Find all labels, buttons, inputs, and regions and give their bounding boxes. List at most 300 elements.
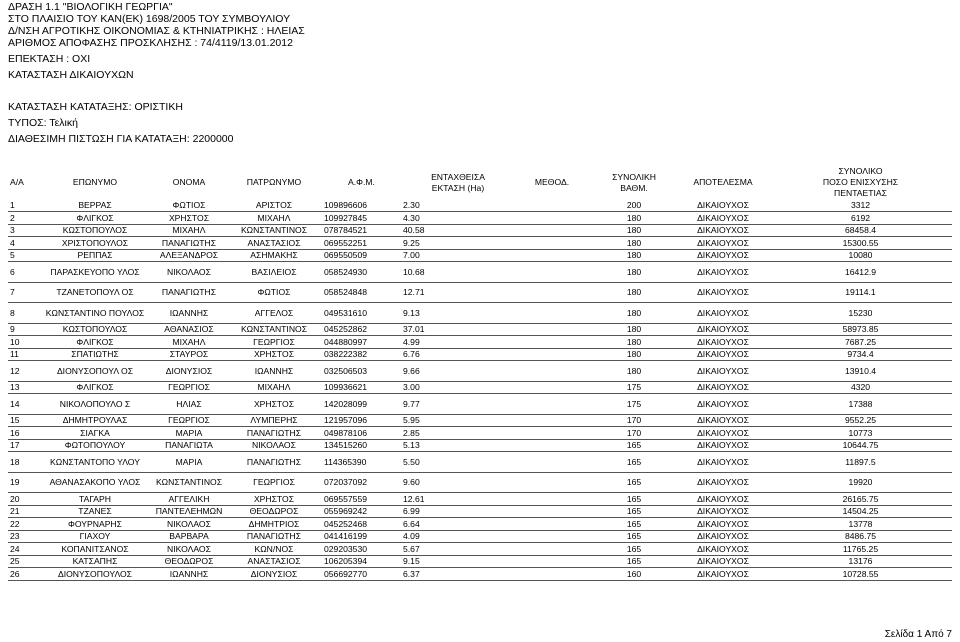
cell-father: ΑΓΓΕΛΟΣ [228,303,320,324]
cell-method [513,394,591,415]
cell-father: ΧΡΗΣΤΟΣ [228,493,320,506]
cell-name: ΙΩΑΝΝΗΣ [150,568,228,581]
page-number: Σελίδα 1 Από 7 [884,629,952,640]
cell-score: 180 [591,282,677,303]
table-row [8,414,952,427]
cell-amount: 8486.75 [769,530,952,543]
cell-name: ΠΑΝΑΓΙΩΤΑ [150,439,228,452]
cell-afm: 045252862 [320,323,403,336]
col-header-afm: Α.Φ.Μ. [348,177,375,187]
cell-afm: 069550509 [320,249,403,262]
table-row [8,212,952,225]
cell-score: 165 [591,493,677,506]
cell-surname: ΔΙΟΝΥΣΟΠΟΥΛ ΟΣ [40,361,150,382]
cell-area: 5.50 [403,452,513,473]
cell-afm: 121957096 [320,414,403,427]
cell-afm: 109896606 [320,199,403,212]
cell-area: 2.85 [403,427,513,440]
cell-afm: 078784521 [320,224,403,237]
cell-area: 10.68 [403,262,513,283]
cell-aa: 25 [8,555,40,568]
cell-amount: 15230 [769,303,952,324]
status-line: ΔΙΑΘΕΣΙΜΗ ΠΙΣΤΩΣΗ ΓΙΑ ΚΑΤΑΤΑΞΗ: 2200000 [8,133,234,145]
cell-surname: ΧΡΙΣΤΟΠΟΥΛΟΣ [40,237,150,250]
table-header [8,166,952,199]
cell-name: ΚΩΝΣΤΑΝΤΙΝΟΣ [150,472,228,493]
table-row [8,427,952,440]
cell-score: 180 [591,237,677,250]
cell-area: 4.99 [403,336,513,349]
table-row [8,505,952,518]
cell-afm: 056692770 [320,568,403,581]
cell-result: ΔΙΚΑΙΟΥΧΟΣ [677,348,769,361]
col-header-aa: Α/Α [10,177,24,187]
cell-surname: ΚΩΝΣΤΑΝΤΟΠΟ ΥΛΟΥ [40,452,150,473]
cell-name: ΓΕΩΡΓΙΟΣ [150,381,228,394]
header-line: ΕΠΕΚΤΑΣΗ : ΟΧΙ [8,53,91,65]
cell-amount: 13176 [769,555,952,568]
cell-name: ΜΑΡΙΑ [150,452,228,473]
cell-afm: 058524848 [320,282,403,303]
cell-result: ΔΙΚΑΙΟΥΧΟΣ [677,543,769,556]
cell-method [513,568,591,581]
cell-result: ΔΙΚΑΙΟΥΧΟΣ [677,439,769,452]
cell-father: ΝΙΚΟΛΑΟΣ [228,439,320,452]
table-row [8,249,952,262]
cell-method [513,323,591,336]
cell-aa: 2 [8,212,40,225]
cell-amount: 6192 [769,212,952,225]
cell-score: 180 [591,348,677,361]
header-line: ΔΡΑΣΗ 1.1 "ΒΙΟΛΟΓΙΚΗ ΓΕΩΡΓΙΑ" [8,1,173,13]
cell-father: ΠΑΝΑΓΙΩΤΗΣ [228,452,320,473]
cell-name: ΔΙΟΝΥΣΙΟΣ [150,361,228,382]
cell-father: ΓΕΩΡΓΙΟΣ [228,472,320,493]
col-header-father: ΠΑΤΡΩΝΥΜΟ [246,177,302,187]
cell-surname: ΚΩΣΤΟΠΟΥΛΟΣ [40,323,150,336]
cell-name: ΜΙΧΑΗΛ [150,336,228,349]
cell-name: ΓΕΩΡΓΙΟΣ [150,414,228,427]
cell-name: ΠΑΝΑΓΙΩΤΗΣ [150,237,228,250]
cell-area: 6.64 [403,518,513,531]
cell-surname: ΒΕΡΡΑΣ [40,199,150,212]
cell-surname: ΦΛΙΓΚΟΣ [40,381,150,394]
cell-area: 9.60 [403,472,513,493]
cell-amount: 4320 [769,381,952,394]
table-row [8,224,952,237]
cell-aa: 15 [8,414,40,427]
cell-area: 5.13 [403,439,513,452]
cell-method [513,414,591,427]
cell-name: ΑΘΑΝΑΣΙΟΣ [150,323,228,336]
cell-aa: 13 [8,381,40,394]
cell-name: ΧΡΗΣΤΟΣ [150,212,228,225]
cell-result: ΔΙΚΑΙΟΥΧΟΣ [677,212,769,225]
cell-name: ΒΑΡΒΑΡΑ [150,530,228,543]
cell-method [513,212,591,225]
cell-afm: 069557559 [320,493,403,506]
table-row [8,336,952,349]
cell-result: ΔΙΚΑΙΟΥΧΟΣ [677,493,769,506]
cell-area: 40.58 [403,224,513,237]
cell-result: ΔΙΚΑΙΟΥΧΟΣ [677,555,769,568]
cell-afm: 058524930 [320,262,403,283]
cell-method [513,237,591,250]
cell-afm: 038222382 [320,348,403,361]
status-line: ΚΑΤΑΣΤΑΣΗ ΚΑΤΑΤΑΞΗΣ: ΟΡΙΣΤΙΚΗ [8,101,183,113]
header-line: ΚΑΤΑΣΤΑΣΗ ΔΙΚΑΙΟΥΧΩΝ [8,69,134,81]
cell-area: 5.95 [403,414,513,427]
cell-amount: 26165.75 [769,493,952,506]
cell-score: 170 [591,414,677,427]
cell-afm: 049531610 [320,303,403,324]
cell-result: ΔΙΚΑΙΟΥΧΟΣ [677,472,769,493]
cell-area: 6.37 [403,568,513,581]
table-row [8,381,952,394]
cell-aa: 8 [8,303,40,324]
cell-area: 2.30 [403,199,513,212]
cell-area: 12.61 [403,493,513,506]
col-header-area: ΕΝΤΑΧΘΕΙΣΑ ΕΚΤΑΣΗ (Ha) [431,171,485,193]
cell-surname: ΦΛΙΓΚΟΣ [40,336,150,349]
cell-method [513,543,591,556]
header-line: Δ/ΝΣΗ ΑΓΡΟΤΙΚΗΣ ΟΙΚΟΝΟΜΙΑΣ & ΚΤΗΝΙΑΤΡΙΚΗΣ : ΗΛΕΙΑΣ [8,25,305,37]
cell-amount: 68458.4 [769,224,952,237]
cell-score: 180 [591,262,677,283]
cell-afm: 041416199 [320,530,403,543]
cell-score: 180 [591,224,677,237]
cell-surname: ΚΩΝΣΤΑΝΤΙΝΟ ΠΟΥΛΟΣ [40,303,150,324]
beneficiaries-table [8,166,952,581]
cell-father: ΘΕΟΔΩΡΟΣ [228,505,320,518]
cell-method [513,555,591,568]
cell-amount: 15300.55 [769,237,952,250]
cell-father: ΧΡΗΣΤΟΣ [228,348,320,361]
cell-result: ΔΙΚΑΙΟΥΧΟΣ [677,505,769,518]
cell-amount: 19114.1 [769,282,952,303]
cell-result: ΔΙΚΑΙΟΥΧΟΣ [677,452,769,473]
cell-father: ΠΑΝΑΓΙΩΤΗΣ [228,530,320,543]
cell-score: 175 [591,381,677,394]
table-row [8,199,952,212]
cell-aa: 11 [8,348,40,361]
cell-result: ΔΙΚΑΙΟΥΧΟΣ [677,568,769,581]
cell-name: ΣΤΑΥΡΟΣ [150,348,228,361]
cell-surname: ΑΘΑΝΑΣΑΚΟΠΟ ΥΛΟΣ [40,472,150,493]
cell-afm: 049878106 [320,427,403,440]
cell-result: ΔΙΚΑΙΟΥΧΟΣ [677,199,769,212]
cell-result: ΔΙΚΑΙΟΥΧΟΣ [677,518,769,531]
cell-result: ΔΙΚΑΙΟΥΧΟΣ [677,249,769,262]
cell-method [513,518,591,531]
cell-aa: 3 [8,224,40,237]
cell-father: ΠΑΝΑΓΙΩΤΗΣ [228,427,320,440]
cell-score: 180 [591,336,677,349]
cell-afm: 106205394 [320,555,403,568]
table-row [8,439,952,452]
cell-name: ΑΛΕΞΑΝΔΡΟΣ [150,249,228,262]
cell-result: ΔΙΚΑΙΟΥΧΟΣ [677,237,769,250]
cell-name: ΝΙΚΟΛΑΟΣ [150,518,228,531]
cell-father: ΑΝΑΣΤΑΣΙΟΣ [228,555,320,568]
cell-amount: 16412.9 [769,262,952,283]
cell-surname: ΦΟΥΡΝΑΡΗΣ [40,518,150,531]
cell-afm: 072037092 [320,472,403,493]
col-header-method: ΜΕΘΟΔ. [534,177,570,187]
cell-area: 5.67 [403,543,513,556]
col-header-amount: ΣΥΝΟΛΙΚΟ ΠΟΣΟ ΕΝΙΣΧΥΣΗΣ ΠΕΝΤΑΕΤΙΑΣ [822,166,899,198]
cell-name: ΘΕΟΔΩΡΟΣ [150,555,228,568]
table-row [8,530,952,543]
cell-area: 12.71 [403,282,513,303]
cell-result: ΔΙΚΑΙΟΥΧΟΣ [677,323,769,336]
cell-method [513,493,591,506]
cell-name: ΠΑΝΤΕΛΕΗΜΩΝ [150,505,228,518]
cell-surname: ΤΖΑΝΕΤΟΠΟΥΛ ΟΣ [40,282,150,303]
cell-amount: 11765.25 [769,543,952,556]
cell-aa: 14 [8,394,40,415]
table-body [8,199,952,580]
cell-father: ΙΩΑΝΝΗΣ [228,361,320,382]
cell-aa: 18 [8,452,40,473]
table-row [8,282,952,303]
cell-aa: 19 [8,472,40,493]
cell-area: 4.30 [403,212,513,225]
cell-father: ΔΗΜΗΤΡΙΟΣ [228,518,320,531]
cell-result: ΔΙΚΑΙΟΥΧΟΣ [677,414,769,427]
cell-surname: ΦΛΙΓΚΟΣ [40,212,150,225]
cell-method [513,199,591,212]
cell-surname: ΣΙΑΓΚΑ [40,427,150,440]
cell-score: 180 [591,303,677,324]
cell-name: ΝΙΚΟΛΑΟΣ [150,262,228,283]
cell-method [513,381,591,394]
cell-afm: 045252468 [320,518,403,531]
cell-aa: 1 [8,199,40,212]
cell-amount: 10773 [769,427,952,440]
cell-surname: ΡΕΠΠΑΣ [40,249,150,262]
cell-area: 6.76 [403,348,513,361]
cell-surname: ΤΑΓΑΡΗ [40,493,150,506]
table-row [8,262,952,283]
cell-amount: 9552.25 [769,414,952,427]
cell-aa: 16 [8,427,40,440]
col-header-name: ΟΝΟΜΑ [172,177,206,187]
cell-aa: 22 [8,518,40,531]
cell-afm: 134515260 [320,439,403,452]
cell-result: ΔΙΚΑΙΟΥΧΟΣ [677,361,769,382]
cell-method [513,361,591,382]
cell-score: 180 [591,212,677,225]
cell-afm: 109927845 [320,212,403,225]
cell-method [513,472,591,493]
cell-score: 165 [591,439,677,452]
cell-amount: 11897.5 [769,452,952,473]
cell-result: ΔΙΚΑΙΟΥΧΟΣ [677,394,769,415]
cell-aa: 12 [8,361,40,382]
cell-result: ΔΙΚΑΙΟΥΧΟΣ [677,282,769,303]
cell-method [513,452,591,473]
cell-score: 165 [591,543,677,556]
cell-amount: 13778 [769,518,952,531]
cell-amount: 7687.25 [769,336,952,349]
cell-surname: ΚΑΤΣΑΠΗΣ [40,555,150,568]
cell-name: ΗΛΙΑΣ [150,394,228,415]
col-header-result: ΑΠΟΤΕΛΕΣΜΑ [693,177,753,187]
cell-score: 160 [591,568,677,581]
cell-amount: 14504.25 [769,505,952,518]
table-row [8,452,952,473]
cell-score: 165 [591,530,677,543]
document-header [8,1,305,81]
cell-aa: 5 [8,249,40,262]
cell-surname: ΠΑΡΑΣΚΕΥΟΠΟ ΥΛΟΣ [40,262,150,283]
cell-method [513,282,591,303]
cell-aa: 6 [8,262,40,283]
cell-area: 6.99 [403,505,513,518]
cell-aa: 17 [8,439,40,452]
cell-aa: 7 [8,282,40,303]
cell-amount: 58973.85 [769,323,952,336]
cell-aa: 10 [8,336,40,349]
cell-father: ΦΩΤΙΟΣ [228,282,320,303]
cell-name: ΠΑΝΑΓΙΩΤΗΣ [150,282,228,303]
cell-result: ΔΙΚΑΙΟΥΧΟΣ [677,224,769,237]
cell-surname: ΣΠΑΤΙΩΤΗΣ [40,348,150,361]
cell-aa: 26 [8,568,40,581]
cell-father: ΑΣΗΜΑΚΗΣ [228,249,320,262]
cell-method [513,262,591,283]
cell-father: ΚΩΝΣΤΑΝΤΙΝΟΣ [228,224,320,237]
cell-method [513,348,591,361]
table-row [8,568,952,581]
cell-father: ΑΡΙΣΤΟΣ [228,199,320,212]
cell-amount: 9734.4 [769,348,952,361]
cell-score: 165 [591,452,677,473]
cell-name: ΑΓΓΕΛΙΚΗ [150,493,228,506]
table-row [8,555,952,568]
table-row [8,323,952,336]
cell-aa: 9 [8,323,40,336]
cell-result: ΔΙΚΑΙΟΥΧΟΣ [677,427,769,440]
cell-area: 9.25 [403,237,513,250]
cell-result: ΔΙΚΑΙΟΥΧΟΣ [677,262,769,283]
col-header-surname: ΕΠΩΝΥΜΟ [72,177,118,187]
cell-father: ΔΙΟΝΥΣΙΟΣ [228,568,320,581]
table-row [8,361,952,382]
cell-surname: ΚΩΣΤΟΠΟΥΛΟΣ [40,224,150,237]
col-header-score: ΣΥΝΟΛΙΚΗ ΒΑΘΜ. [612,171,656,193]
cell-aa: 24 [8,543,40,556]
cell-score: 165 [591,518,677,531]
cell-amount: 10728.55 [769,568,952,581]
cell-score: 180 [591,249,677,262]
cell-afm: 029203530 [320,543,403,556]
cell-father: ΜΙΧΑΗΛ [228,212,320,225]
cell-afm: 109936621 [320,381,403,394]
cell-score: 170 [591,427,677,440]
cell-area: 3.00 [403,381,513,394]
cell-result: ΔΙΚΑΙΟΥΧΟΣ [677,530,769,543]
cell-father: ΓΕΩΡΓΙΟΣ [228,336,320,349]
table-row [8,394,952,415]
table-row [8,348,952,361]
cell-father: ΑΝΑΣΤΑΣΙΟΣ [228,237,320,250]
cell-score: 180 [591,323,677,336]
cell-method [513,439,591,452]
header-line: ΣΤΟ ΠΛΑΙΣΙΟ ΤΟΥ ΚΑΝ(ΕΚ) 1698/2005 ΤΟΥ ΣΥΜΒΟΥΛΙΟΥ [8,13,291,25]
cell-surname: ΔΙΟΝΥΣΟΠΟΥΛΟΣ [40,568,150,581]
cell-father: ΒΑΣΙΛΕΙΟΣ [228,262,320,283]
cell-amount: 19920 [769,472,952,493]
cell-method [513,336,591,349]
cell-area: 9.77 [403,394,513,415]
cell-afm: 114365390 [320,452,403,473]
cell-result: ΔΙΚΑΙΟΥΧΟΣ [677,381,769,394]
cell-surname: ΔΗΜΗΤΡΟΥΛΑΣ [40,414,150,427]
table-row [8,237,952,250]
cell-method [513,427,591,440]
cell-method [513,249,591,262]
cell-surname: ΦΩΤΟΠΟΥΛΟΥ [40,439,150,452]
cell-score: 180 [591,361,677,382]
cell-method [513,303,591,324]
cell-afm: 044880997 [320,336,403,349]
cell-method [513,224,591,237]
cell-area: 7.00 [403,249,513,262]
cell-aa: 23 [8,530,40,543]
cell-afm: 055969242 [320,505,403,518]
cell-father: ΚΩΝΣΤΑΝΤΙΝΟΣ [228,323,320,336]
cell-aa: 21 [8,505,40,518]
cell-score: 165 [591,472,677,493]
cell-amount: 10080 [769,249,952,262]
cell-score: 165 [591,505,677,518]
cell-result: ΔΙΚΑΙΟΥΧΟΣ [677,336,769,349]
cell-surname: ΚΟΠΑΝΙΤΣΑΝΟΣ [40,543,150,556]
cell-name: ΜΑΡΙΑ [150,427,228,440]
header-line: ΑΡΙΘΜΟΣ ΑΠΟΦΑΣΗΣ ΠΡΟΣΚΛΗΣΗΣ : 74/4119/13.01.2012 [8,37,293,49]
cell-surname: ΤΖΑΝΕΣ [40,505,150,518]
table-row [8,493,952,506]
cell-aa: 4 [8,237,40,250]
table-row [8,543,952,556]
cell-surname: ΝΙΚΟΛΟΠΟΥΛΟ Σ [40,394,150,415]
cell-name: ΝΙΚΟΛΑΟΣ [150,543,228,556]
table-row [8,472,952,493]
cell-name: ΦΩΤΙΟΣ [150,199,228,212]
cell-father: ΚΩΝ/ΝΟΣ [228,543,320,556]
cell-name: ΙΩΑΝΝΗΣ [150,303,228,324]
table-row [8,518,952,531]
cell-father: ΛΥΜΠΕΡΗΣ [228,414,320,427]
cell-amount: 13910.4 [769,361,952,382]
status-line: ΤΥΠΟΣ: Τελική [8,117,78,129]
cell-afm: 032506503 [320,361,403,382]
cell-father: ΜΙΧΑΗΛ [228,381,320,394]
cell-area: 9.66 [403,361,513,382]
table-row [8,303,952,324]
cell-area: 4.09 [403,530,513,543]
cell-father: ΧΡΗΣΤΟΣ [228,394,320,415]
status-block [8,101,233,145]
cell-score: 175 [591,394,677,415]
cell-afm: 142028099 [320,394,403,415]
cell-area: 37.01 [403,323,513,336]
cell-amount: 17388 [769,394,952,415]
cell-amount: 10644.75 [769,439,952,452]
cell-score: 200 [591,199,677,212]
